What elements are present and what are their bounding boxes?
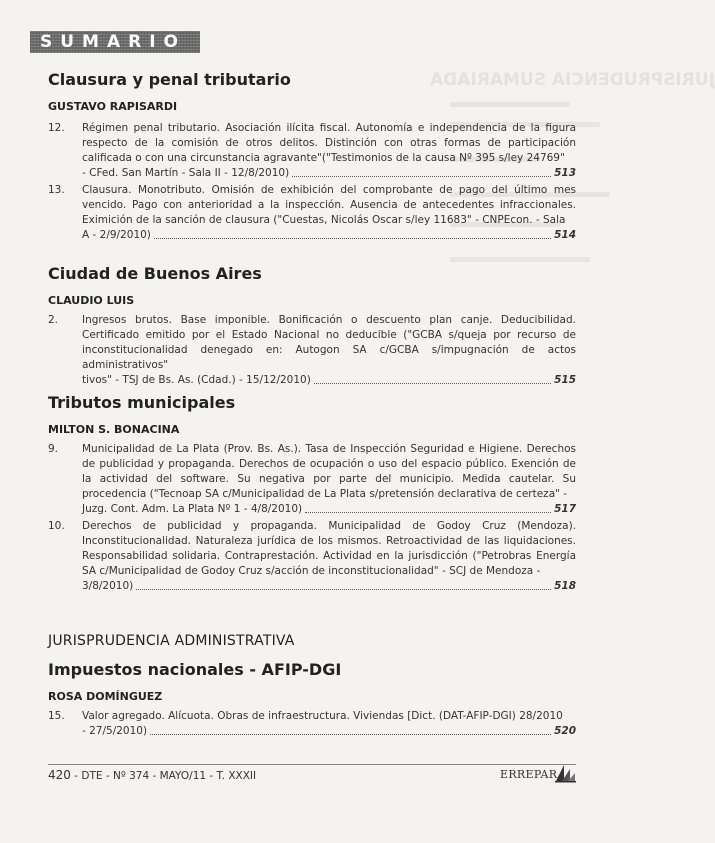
entry-body: Derechos de publicidad y propaganda. Municipalidad de Godoy Cruz (Mendoza). Inconstitucionalidad. Naturaleza jurídica de los mismos. Retroactividad de las liquidaciones. Responsabilidad solidaria. Contraprestación. Actividad en la jurisdicción ("Petrobras Energía SA c/Municipalidad de Godoy Cruz s/acción de inconstitucionalidad" - SCJ de Mendoza - <box>82 520 576 577</box>
entry-citation: - CFed. San Martín - Sala II - 12/8/2010) <box>82 167 290 179</box>
entry-last-line <box>82 579 576 594</box>
entry-number: 13. <box>48 184 65 196</box>
author-name: GUSTAVO RAPISARDI <box>48 100 178 113</box>
summary-entry <box>48 183 576 243</box>
entry-text <box>82 121 576 181</box>
publication-info: - DTE - Nº 374 - MAYO/11 - T. XXXII <box>74 770 257 782</box>
entry-number: 15. <box>48 710 65 722</box>
author-name: CLAUDIO LUIS <box>48 294 135 307</box>
entry-number: 9. <box>48 443 59 455</box>
section-title: Tributos municipales <box>48 393 236 412</box>
entry-text <box>82 442 576 517</box>
dot-leader <box>305 511 551 513</box>
entry-last-line <box>82 502 576 517</box>
header-banner-label: SUMARIO <box>40 32 186 52</box>
errepar-logo-icon <box>554 763 576 783</box>
dot-leader <box>150 733 551 735</box>
entry-citation: Juzg. Cont. Adm. La Plata Nº 1 - 4/8/2010) <box>82 503 303 515</box>
entry-page: 518 <box>554 580 576 592</box>
department-title: JURISPRUDENCIA ADMINISTRATIVA <box>48 633 295 649</box>
author-name: MILTON S. BONACINA <box>48 423 180 436</box>
dot-leader <box>314 382 551 384</box>
section-title: Ciudad de Buenos Aires <box>48 264 262 283</box>
dot-leader <box>136 588 551 590</box>
entry-page: 517 <box>554 503 576 515</box>
summary-entry <box>48 442 576 517</box>
section-title: Clausura y penal tributario <box>48 70 291 89</box>
entry-body: Régimen penal tributario. Asociación ilícita fiscal. Autonomía e independencia de la figura respecto de la comisión de otros delitos. Distinción con otras formas de participación calificada o con una circunstancia agravante"("Testimonios de la causa Nº 395 s/ley 24769" <box>82 122 576 164</box>
entry-last-line <box>82 724 576 739</box>
summary-entry <box>48 313 576 386</box>
entry-page: 514 <box>554 229 576 241</box>
summary-entry <box>48 519 576 594</box>
entry-citation: A - 2/9/2010) <box>82 229 151 241</box>
entry-number: 2. <box>48 314 59 326</box>
author-name: ROSA DOMÍNGUEZ <box>48 690 163 703</box>
page-number: 420 <box>48 768 71 782</box>
dot-leader <box>154 237 551 239</box>
entry-text <box>82 183 576 243</box>
entry-number: 10. <box>48 520 65 532</box>
entry-page: 515 <box>554 374 576 386</box>
brand-name: ERREPAR <box>500 768 558 781</box>
entry-text <box>82 519 576 594</box>
entry-last-line <box>82 228 576 243</box>
entry-text <box>82 709 576 739</box>
entry-last-line <box>82 166 576 181</box>
dot-leader <box>292 175 551 177</box>
entry-page: 520 <box>554 725 576 737</box>
bleed-through-heading: JURISPRUDENCIA SUMARIADA <box>430 70 715 90</box>
footer-rule <box>48 764 576 765</box>
footer-info <box>48 768 256 782</box>
section-title: Impuestos nacionales - AFIP-DGI <box>48 660 342 679</box>
entry-citation: tivos" - TSJ de Bs. As. (Cdad.) - 15/12/2010) <box>82 374 311 386</box>
entry-last-line <box>82 373 576 388</box>
entry-body: Clausura. Monotributo. Omisión de exhibición del comprobante de pago del último mes vencido. Pago con anterioridad a la inspección. Ausencia de antecedentes infraccionales. Eximición de la sanción de clausura ("Cuestas, Nicolás Oscar s/ley 11683" - CNPEcon. - Sala <box>82 184 576 226</box>
entry-text <box>82 313 576 388</box>
entry-page: 513 <box>554 167 576 179</box>
entry-body: Valor agregado. Alícuota. Obras de infraestructura. Viviendas [Dict. (DAT-AFIP-DGI) 28/2010 <box>82 710 563 722</box>
entry-citation: 3/8/2010) <box>82 580 134 592</box>
summary-entry <box>48 121 576 181</box>
summary-entry <box>48 709 576 741</box>
entry-number: 12. <box>48 122 65 134</box>
entry-body: Municipalidad de La Plata (Prov. Bs. As.). Tasa de Inspección Seguridad e Higiene. Derechos de publicidad y propaganda. Derechos de ocupación o uso del espacio público. Exención de la actividad del software. Su negativa por parte del municipio. Medida cautelar. Su procedencia ("Tecnoap SA c/Municipalidad de La Plata s/pretensión declarativa de certeza" - <box>82 443 576 500</box>
entry-citation: - 27/5/2010) <box>82 725 148 737</box>
entry-body: Ingresos brutos. Base imponible. Bonificación o descuento plan canje. Deducibilidad. Certificado emitido por el Estado Nacional no deducible ("GCBA s/queja por recurso de inconstitucionalidad denegado en: Autogon SA c/GCBA s/impugnación de actos administrativos" <box>82 314 576 371</box>
